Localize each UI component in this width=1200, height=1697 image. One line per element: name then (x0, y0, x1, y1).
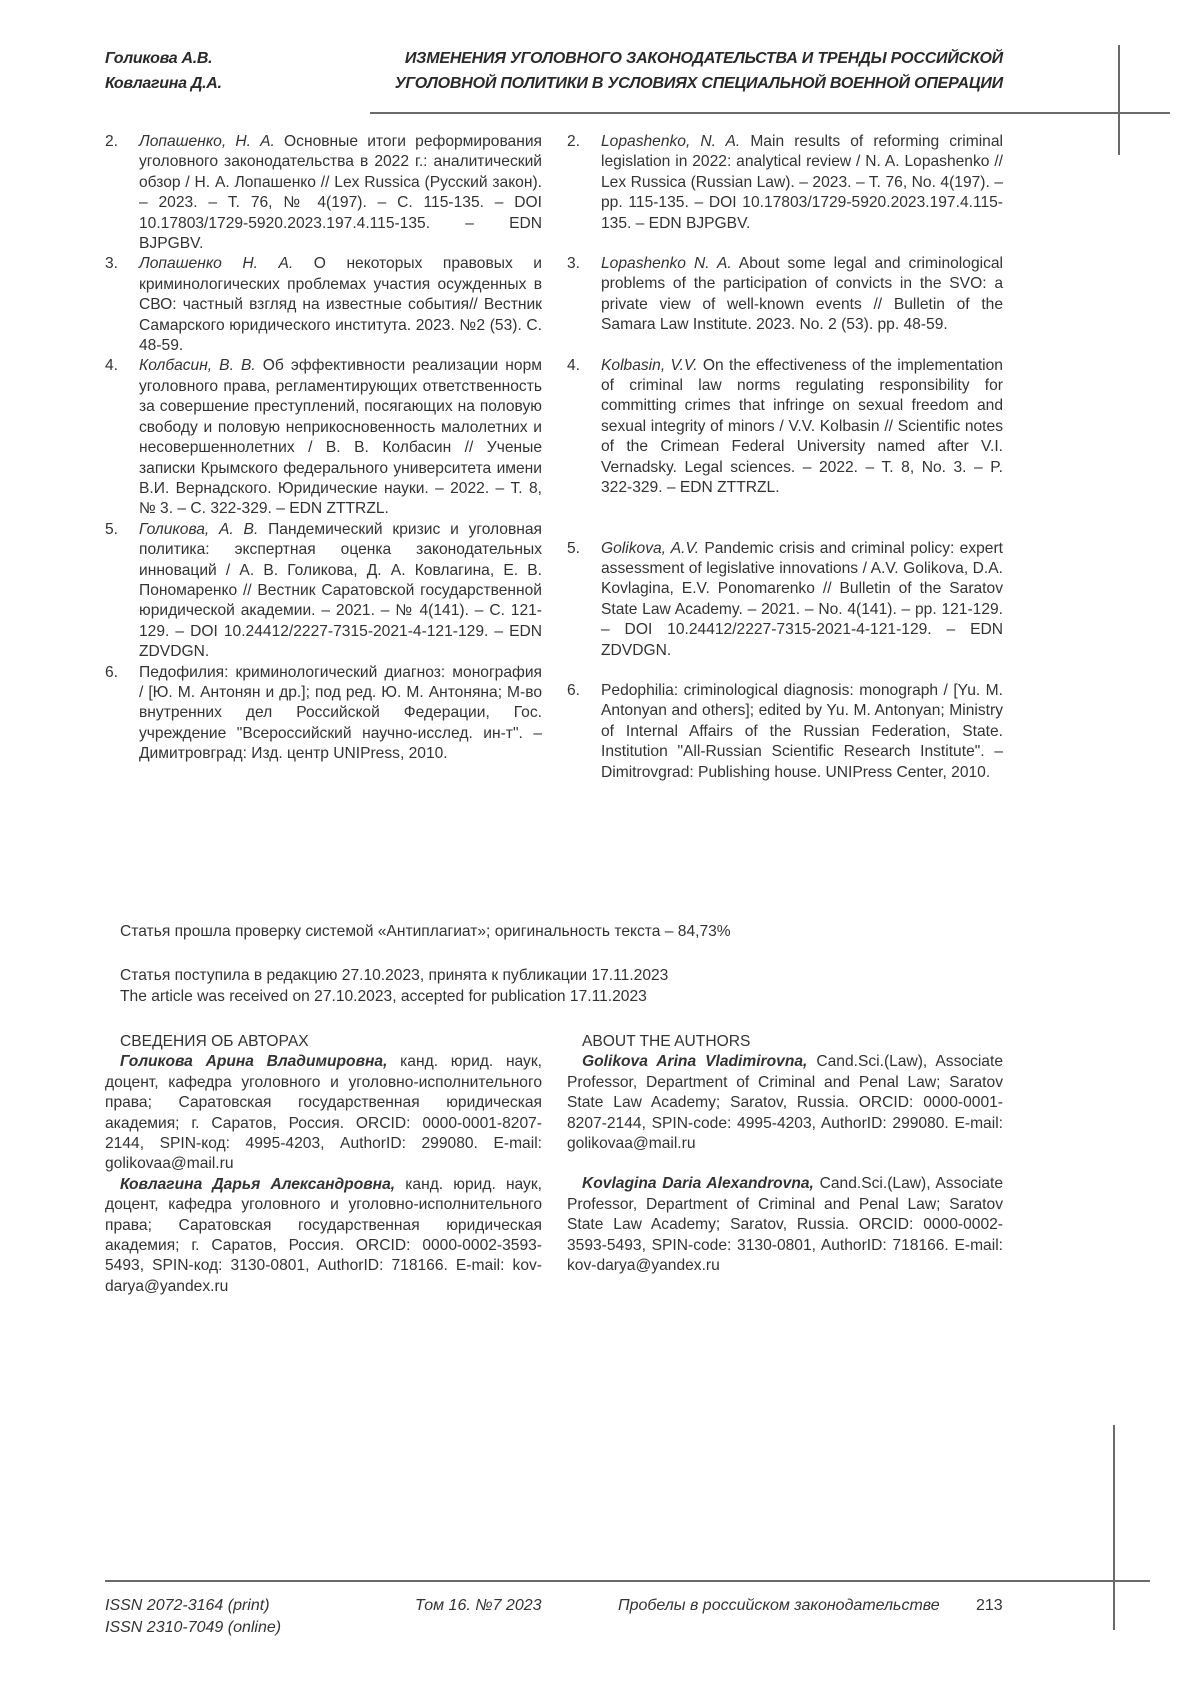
reference-author: Голикова, А. В. (139, 520, 259, 538)
running-title-line: ИЗМЕНЕНИЯ УГОЛОВНОГО ЗАКОНОДАТЕЛЬСТВА И ТРЕНДЫ РОССИЙСКОЙ (404, 50, 1003, 67)
reference-author: Лопашенко, Н. А. (139, 133, 275, 150)
author-details: канд. юрид. наук, доцент, кафедра уголовного и уголовно-исполнительного права; Саратовская государственная юридическая академия; г. Саратов, Россия. ORCID: 0000-0002-3593-5493, SPIN-код: 3130-0801, AuthorID: 718166. E-mail: kov-darya@yandex.ru (105, 1175, 542, 1295)
reference-item (567, 356, 1003, 499)
reference-author: Lopashenko N. A. (601, 255, 732, 273)
reference-item (567, 681, 1003, 783)
footer-journal-name: Пробелы в российском законодательстве (618, 1597, 940, 1614)
authors-heading: СВЕДЕНИЯ ОБ АВТОРАХ (120, 1033, 309, 1050)
reference-item (105, 356, 542, 519)
header-author: Ковлагина Д.А. (105, 75, 222, 92)
running-title-line: УГОЛОВНОЙ ПОЛИТИКИ В УСЛОВИЯХ СПЕЦИАЛЬНОЙ ВОЕННОЙ ОПЕРАЦИИ (394, 75, 1003, 92)
reference-number: 5. (105, 520, 119, 538)
reference-text: Основные итоги реформирования уголовного законодательства в 2022 г.: аналитический обзор / Н. А. Лопашенко // Lex Russica (Русский закон). – 2023. – Т. 76, № 4(197). – С. 115-135. – DOI 10.17803/1729-5920.2023.197.4.115-135. – EDN BJPGBV. (139, 133, 542, 253)
reference-number: 4. (105, 357, 119, 375)
footer-rule (105, 1580, 1150, 1582)
footer-volume: Том 16. №7 2023 (415, 1597, 542, 1614)
issn-print: ISSN 2072-3164 (print) (105, 1597, 270, 1614)
reference-number: 4. (567, 356, 581, 374)
reference-author: Lopashenko, N. A. (601, 133, 741, 150)
reference-author: Kolbasin, V.V. (601, 356, 698, 374)
author-info (567, 1174, 1003, 1276)
reference-text: Пандемический кризис и уголовная политика: экспертная оценка законодательных инноваций / А. В. Голикова, Д. А. Ковлагина, Е. В. Пономаренко // Вестник Саратовской государственной юридической академии. – 2021. – № 4(141). – С. 121-129. – DOI 10.24412/2227-7315-2021-4-121-129. – EDN ZDVDGN. (139, 520, 542, 661)
reference-item (567, 132, 1003, 234)
references-en (567, 132, 1003, 783)
header-crop-mark (1118, 45, 1120, 155)
reference-text: On the effectiveness of the implementation of criminal law norms regulating responsibility for committing crimes that infringe on sexual freedom and sexual integrity of minors / V.V. Kolbasin // Scientific notes of the Crimean Federal University named after V.I. Vernadsky. Legal sciences. – 2022. – T. 8, No. 3. – P. 322-329. – EDN ZTTRZL. (601, 356, 1003, 497)
footer-crop-mark (1113, 1425, 1115, 1630)
header-author: Голикова А.В. (105, 50, 213, 67)
footer-issn (105, 1595, 281, 1639)
reference-item (105, 520, 542, 663)
reference-number: 3. (105, 255, 119, 273)
header-rule (370, 112, 1170, 114)
author-name: Kovlagina Daria Alexandrovna, (582, 1175, 814, 1193)
author-details: канд. юрид. наук, доцент, кафедра уголовного и уголовно-исполнительного права; Саратовская государственная юридическая академия; г. Саратов, Россия. ORCID: 0000-0001-8207-2144, SPIN-код: 4995-4203, AuthorID: 299080. E-mail: golikovaa@mail.ru (105, 1053, 543, 1173)
author-info (105, 1052, 542, 1174)
authors-ru (105, 1032, 542, 1297)
reference-item (567, 539, 1003, 661)
reference-item (105, 254, 542, 356)
reference-text: Pandemic crisis and criminal policy: expert assessment of legislative innovations / A.V. Golikova, D.A. Kovlagina, E.V. Ponomarenko // Bulletin of the Saratov State Law Academy. – 2021. – No. 4(141). – pp. 121-129. – DOI 10.24412/2227-7315-2021-4-121-129. – EDN ZDVDGN. (601, 539, 1003, 659)
reference-text: Pedophilia: criminological diagnosis: monograph / [Yu. M. Antonyan and others]; edited by Yu. M. Antonyan; Ministry of Internal Affairs of the Russian Federation, State. Institution "All-Russian Scientific Research Institute". – Dimitrovgrad: Publishing house. UNIPress Center, 2010. (601, 681, 1003, 781)
reference-text: Педофилия: криминологический диагноз: монография / [Ю. М. Антонян и др.]; под ред. Ю. М. Антоняна; М-во внутренних дел Российской Федерации, Гос. учреждение "Всероссийский научно-исслед. ин-т". – Димитровград: Изд. центр UNIPress, 2010. (139, 663, 542, 763)
author-info (105, 1175, 542, 1297)
reference-item (105, 663, 542, 765)
author-name: Ковлагина Дарья Александровна, (120, 1175, 396, 1193)
reference-number: 5. (567, 539, 581, 557)
reference-author: Лопашенко Н. А. (139, 255, 294, 273)
reference-author: Колбасин, В. В. (139, 357, 256, 375)
reference-item (105, 132, 542, 254)
authors-heading: ABOUT THE AUTHORS (582, 1033, 751, 1050)
reference-number: 6. (567, 681, 581, 699)
reference-number: 2. (105, 133, 119, 150)
reference-item (567, 254, 1003, 336)
authors-en (567, 1032, 1003, 1276)
reference-author: Golikova, A.V. (601, 539, 700, 557)
issn-online: ISSN 2310-7049 (online) (105, 1619, 282, 1636)
reference-number: 2. (567, 133, 581, 150)
author-name: Golikova Arina Vladimirovna, (582, 1053, 808, 1071)
author-info (567, 1052, 1003, 1154)
references-ru (105, 132, 542, 765)
reference-number: 3. (567, 255, 581, 273)
received-note-ru: Статья поступила в редакцию 27.10.2023, принята к публикации 17.11.2023 (120, 967, 669, 984)
page-number: 213 (976, 1597, 1003, 1614)
received-note-en: The article was received on 27.10.2023, accepted for publication 17.11.2023 (120, 988, 647, 1005)
author-name: Голикова Арина Владимировна, (120, 1053, 388, 1071)
reference-text: Об эффективности реализации норм уголовного права, регламентирующих ответственность за совершение преступлений, посягающих на половую свободу и половую неприкосновенность малолетних и несовершеннолетних / В. В. Колбасин // Ученые записки Крымского федерального университета имени В.И. Вернадского. Юридические науки. – 2022. – Т. 8, № 3. – С. 322-329. – EDN ZTTRZL. (139, 357, 542, 518)
reference-text: О некоторых правовых и криминологических проблемах участия осужденных в СВО: частный взгляд на известные события// Вестник Самарского юридического института. 2023. №2 (53). С. 48-59. (139, 255, 542, 355)
reference-text: Main results of reforming criminal legislation in 2022: analytical review / N. A. Lopashenko // Lex Russica (Russian Law). – 2023. – T. 76, No. 4(197). – pp. 115-135. – DOI 10.17803/1729-5920.2023.197.4.115-135. – EDN BJPGBV. (601, 133, 1003, 232)
header-authors (105, 46, 222, 96)
antiplagiat-note: Статья прошла проверку системой «Антиплагиат»; оригинальность текста – 84,73% (120, 923, 731, 940)
running-title (395, 46, 1003, 96)
author-details: Cand.Sci.(Law), Associate Professor, Department of Criminal and Penal Law; Saratov State Law Academy; Saratov, Russia. ORCID: 0000-0002-3593-5493, SPIN-code: 3130-0801, AuthorID: 718166. E-mail: kov-darya@yandex.ru (567, 1175, 1004, 1275)
author-details: Cand.Sci.(Law), Associate Professor, Department of Criminal and Penal Law; Saratov State Law Academy; Saratov, Russia. ORCID: 0000-0001-8207-2144, SPIN-code: 4995-4203, AuthorID: 299080. E-mail: golikovaa@mail.ru (567, 1053, 1003, 1153)
reference-text: About some legal and criminological problems of the participation of convicts in the SVO: a private view of well-known events // Bulletin of the Samara Law Institute. 2023. No. 2 (53). pp. 48-59. (601, 255, 1004, 334)
reference-number: 6. (105, 663, 119, 681)
